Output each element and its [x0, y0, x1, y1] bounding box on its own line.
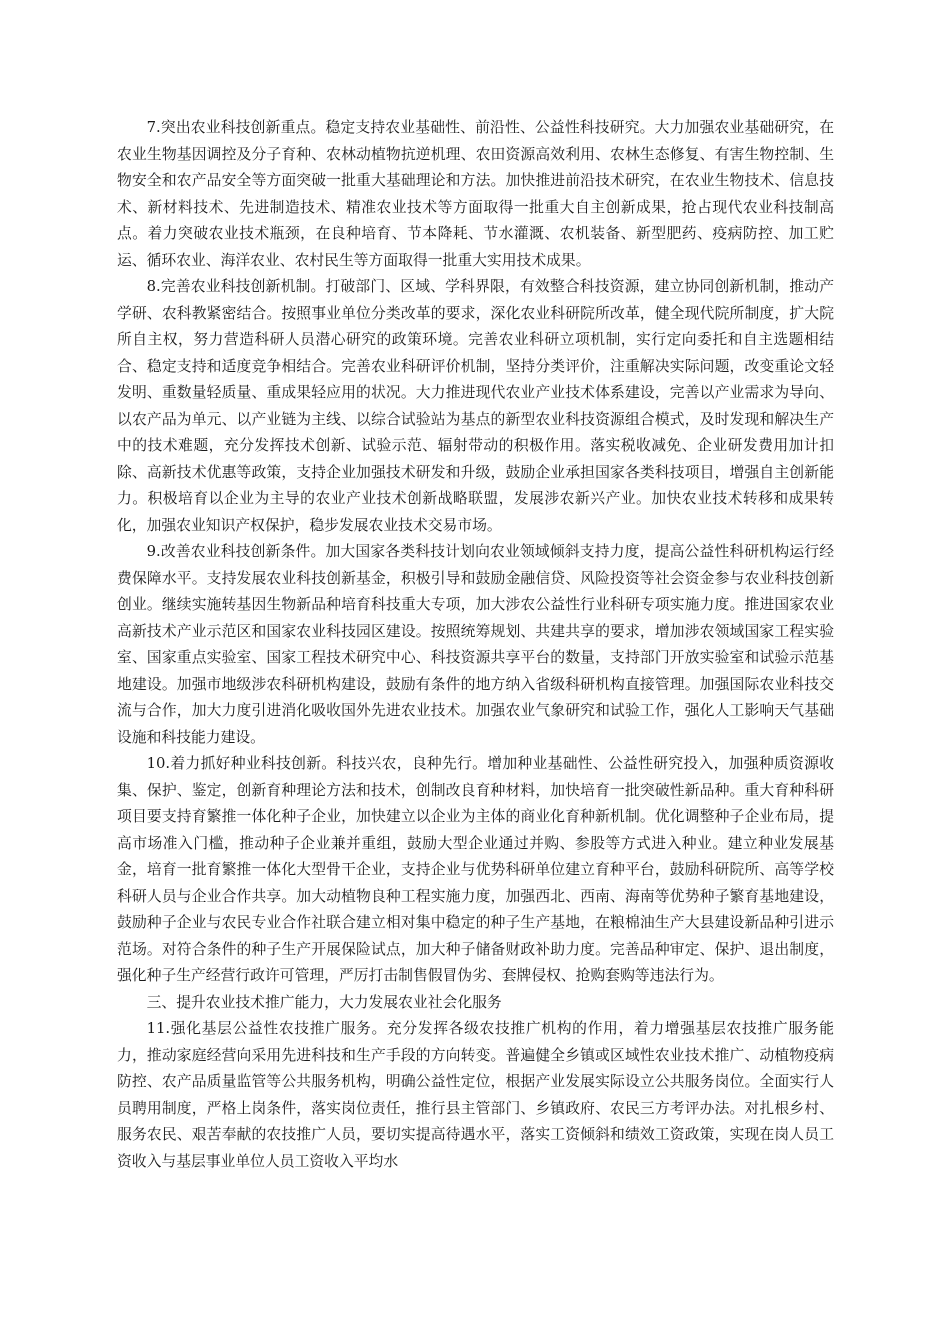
paragraph-11: 11.强化基层公益性农技推广服务。充分发挥各级农技推广机构的作用，着力增强基层农技推广服务能力，推动家庭经营向采用先进科技和生产手段的方向转变。普遍健全乡镇或区域性农业技术推广、动植物疫病防控、农产品质量监管等公共服务机构，明确公益性定位，根据产业发展实际设立公共服务岗位。全面实行人员聘用制度，严格上岗条件，落实岗位责任，推行县主管部门、乡镇政府、农民三方考评办法。对扎根乡村、服务农民、艰苦奉献的农技推广人员，要切实提高待遇水平，落实工资倾斜和绩效工资政策，实现在岗人员工资收入与基层事业单位人员工资收入平均水: [117, 1020, 834, 1170]
document-body: [117, 115, 834, 1175]
paragraph-7: 7.突出农业科技创新重点。稳定支持农业基础性、前沿性、公益性科技研究。大力加强农业基础研究，在农业生物基因调控及分子育种、农林动植物抗逆机理、农田资源高效利用、农林生态修复、有害生物控制、生物安全和农产品安全等方面突破一批重大基础理论和方法。加快推进前沿技术研究，在农业生物技术、信息技术、新材料技术、先进制造技术、精准农业技术等方面取得一批重大自主创新成果，抢占现代农业科技制高点。着力突破农业技术瓶颈，在良种培育、节本降耗、节水灌溉、农机装备、新型肥药、疫病防控、加工贮运、循环农业、海洋农业、农村民生等方面取得一批重大实用技术成果。: [117, 119, 834, 269]
paragraph-10: 10.着力抓好种业科技创新。科技兴农，良种先行。增加种业基础性、公益性研究投入，加强种质资源收集、保护、鉴定，创新育种理论方法和技术，创制改良育种材料，加快培育一批突破性新品种。重大育种科研项目要支持育繁推一体化种子企业，加快建立以企业为主体的商业化育种新机制。优化调整种子企业布局，提高市场准入门槛，推动种子企业兼并重组，鼓励大型企业通过并购、参股等方式进入种业。建立种业发展基金，培育一批育繁推一体化大型骨干企业，支持企业与优势科研单位建立育种平台，鼓励科研院所、高等学校科研人员与企业合作共享。加大动植物良种工程实施力度，加强西北、西南、海南等优势种子繁育基地建设，鼓励种子企业与农民专业合作社联合建立相对集中稳定的种子生产基地，在粮棉油生产大县建设新品种引进示范场。对符合条件的种子生产开展保险试点，加大种子储备财政补助力度。完善品种审定、保护、退出制度，强化种子生产经营行政许可管理，严厉打击制售假冒伪劣、套牌侵权、抢购套购等违法行为。: [117, 755, 834, 984]
section-heading: 三、提升农业技术推广能力，大力发展农业社会化服务: [146, 993, 502, 1011]
paragraph-9: 9.改善农业科技创新条件。加大国家各类科技计划向农业领域倾斜支持力度，提高公益性科研机构运行经费保障水平。支持发展农业科技创新基金，积极引导和鼓励金融信贷、风险投资等社会资金参与农业科技创新创业。继续实施转基因生物新品种培育科技重大专项，加大涉农公益性行业科研专项实施力度。推进国家农业高新技术产业示范区和国家农业科技园区建设。按照统筹规划、共建共享的要求，增加涉农领域国家工程实验室、国家重点实验室、国家工程技术研究中心、科技资源共享平台的数量，支持部门开放实验室和试验示范基地建设。加强市地级涉农科研机构建设，鼓励有条件的地方纳入省级科研机构直接管理。加强国际农业科技交流与合作，加大力度引进消化吸收国外先进农业技术。加强农业气象研究和试验工作，强化人工影响天气基础设施和科技能力建设。: [117, 543, 834, 746]
paragraph-8: 8.完善农业科技创新机制。打破部门、区域、学科界限，有效整合科技资源，建立协同创新机制，推动产学研、农科教紧密结合。按照事业单位分类改革的要求，深化农业科研院所改革，健全现代院所制度，扩大院所自主权，努力营造科研人员潜心研究的政策环境。完善农业科研立项机制，实行定向委托和自主选题相结合、稳定支持和适度竞争相结合。完善农业科研评价机制，坚持分类评价，注重解决实际问题，改变重论文轻发明、重数量轻质量、重成果轻应用的状况。大力推进现代农业产业技术体系建设，完善以产业需求为导向、以农产品为单元、以产业链为主线、以综合试验站为基点的新型农业科技资源组合模式，及时发现和解决生产中的技术难题，充分发挥技术创新、试验示范、辐射带动的积极作用。落实税收减免、企业研发费用加计扣除、高新技术优惠等政策，支持企业加强技术研发和升级，鼓励企业承担国家各类科技项目，增强自主创新能力。积极培育以企业为主导的农业产业技术创新战略联盟，发展涉农新兴产业。加快农业技术转移和成果转化，加强农业知识产权保护，稳步发展农业技术交易市场。: [117, 278, 834, 534]
